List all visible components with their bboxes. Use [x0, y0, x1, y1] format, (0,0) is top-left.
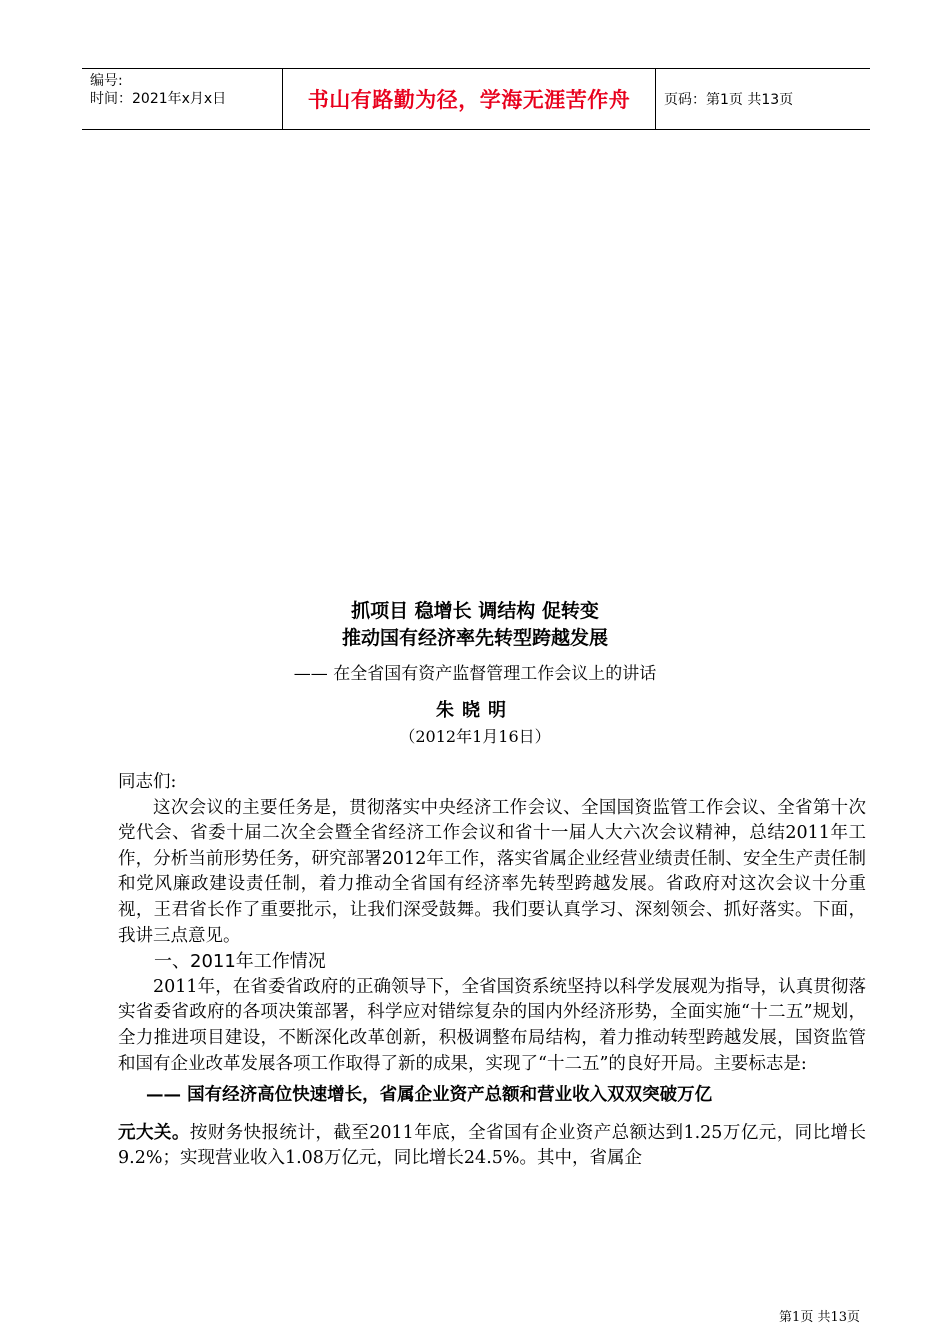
paragraph — [118, 1121, 866, 1172]
paragraph: 这次会议的主要任务是，贯彻落实中央经济工作会议、全国国资监管工作会议、全省第十次党代会、省委十届二次全会暨全省经济工作会议和省十一届人大六次会议精神，总结2011年工作，分析当前形势任务，研究部署2012年工作，落实省属企业经营业绩责任制、安全生产责任制和党风廉政建设责任制，着力推动全省国有经济率先转型跨越发展。省政府对这次会议十分重视，王君省长作了重要批示，让我们深受鼓舞。我们要认真学习、深刻领会、抓好落实。下面，我讲三点意见。 — [118, 797, 866, 946]
paragraph: 2011年，在省委省政府的正确领导下，全省国资系统坚持以科学发展观为指导，认真贯彻落实省委省政府的各项决策部署，科学应对错综复杂的国内外经济形势，全面实施“十二五”规划，全力推进项目建设，不断深化改革创新，积极调整布局结构，着力推动转型跨越发展，国资监管和国有企业改革发展各项工作取得了新的成果，实现了“十二五”的良好开局。主要标志是: — [118, 976, 866, 1074]
header-page-label: 页码：第1页 共13页 — [664, 92, 794, 108]
time-label: 时间：2021年x月x日 — [90, 91, 227, 107]
footer-page-label: 第1页 共13页 — [779, 1310, 860, 1325]
document-body — [118, 770, 866, 1172]
document-header — [82, 68, 870, 130]
highlight-heading: —— 国有经济高位快速增长，省属企业资产总额和营业收入双双突破万亿 — [146, 1085, 713, 1106]
title-line-2: 推动国有经济率先转型跨越发展 — [341, 627, 608, 649]
highlight-continuation: 元大关。 — [118, 1122, 190, 1143]
header-motto: 书山有路勤为径，学海无涯苦作舟 — [282, 69, 656, 129]
author: 朱晓明 — [436, 700, 514, 721]
salutation: 同志们: — [118, 772, 177, 792]
header-meta — [82, 69, 282, 129]
paragraph-text: 按财务快报统计，截至2011年底，全省国有企业资产总额达到1.25万亿元，同比增长9.2%；实现营业收入1.08万亿元，同比增长24.5%。其中，省属企 — [118, 1122, 867, 1169]
number-label: 编号: — [90, 73, 123, 89]
title-line-1: 抓项目 稳增长 调结构 促转变 — [351, 600, 599, 622]
speech-date: （2012年1月16日） — [399, 727, 551, 746]
subtitle: —— 在全省国有资产监督管理工作会议上的讲话 — [293, 664, 657, 684]
section-heading: 一、2011年工作情况 — [154, 951, 326, 973]
